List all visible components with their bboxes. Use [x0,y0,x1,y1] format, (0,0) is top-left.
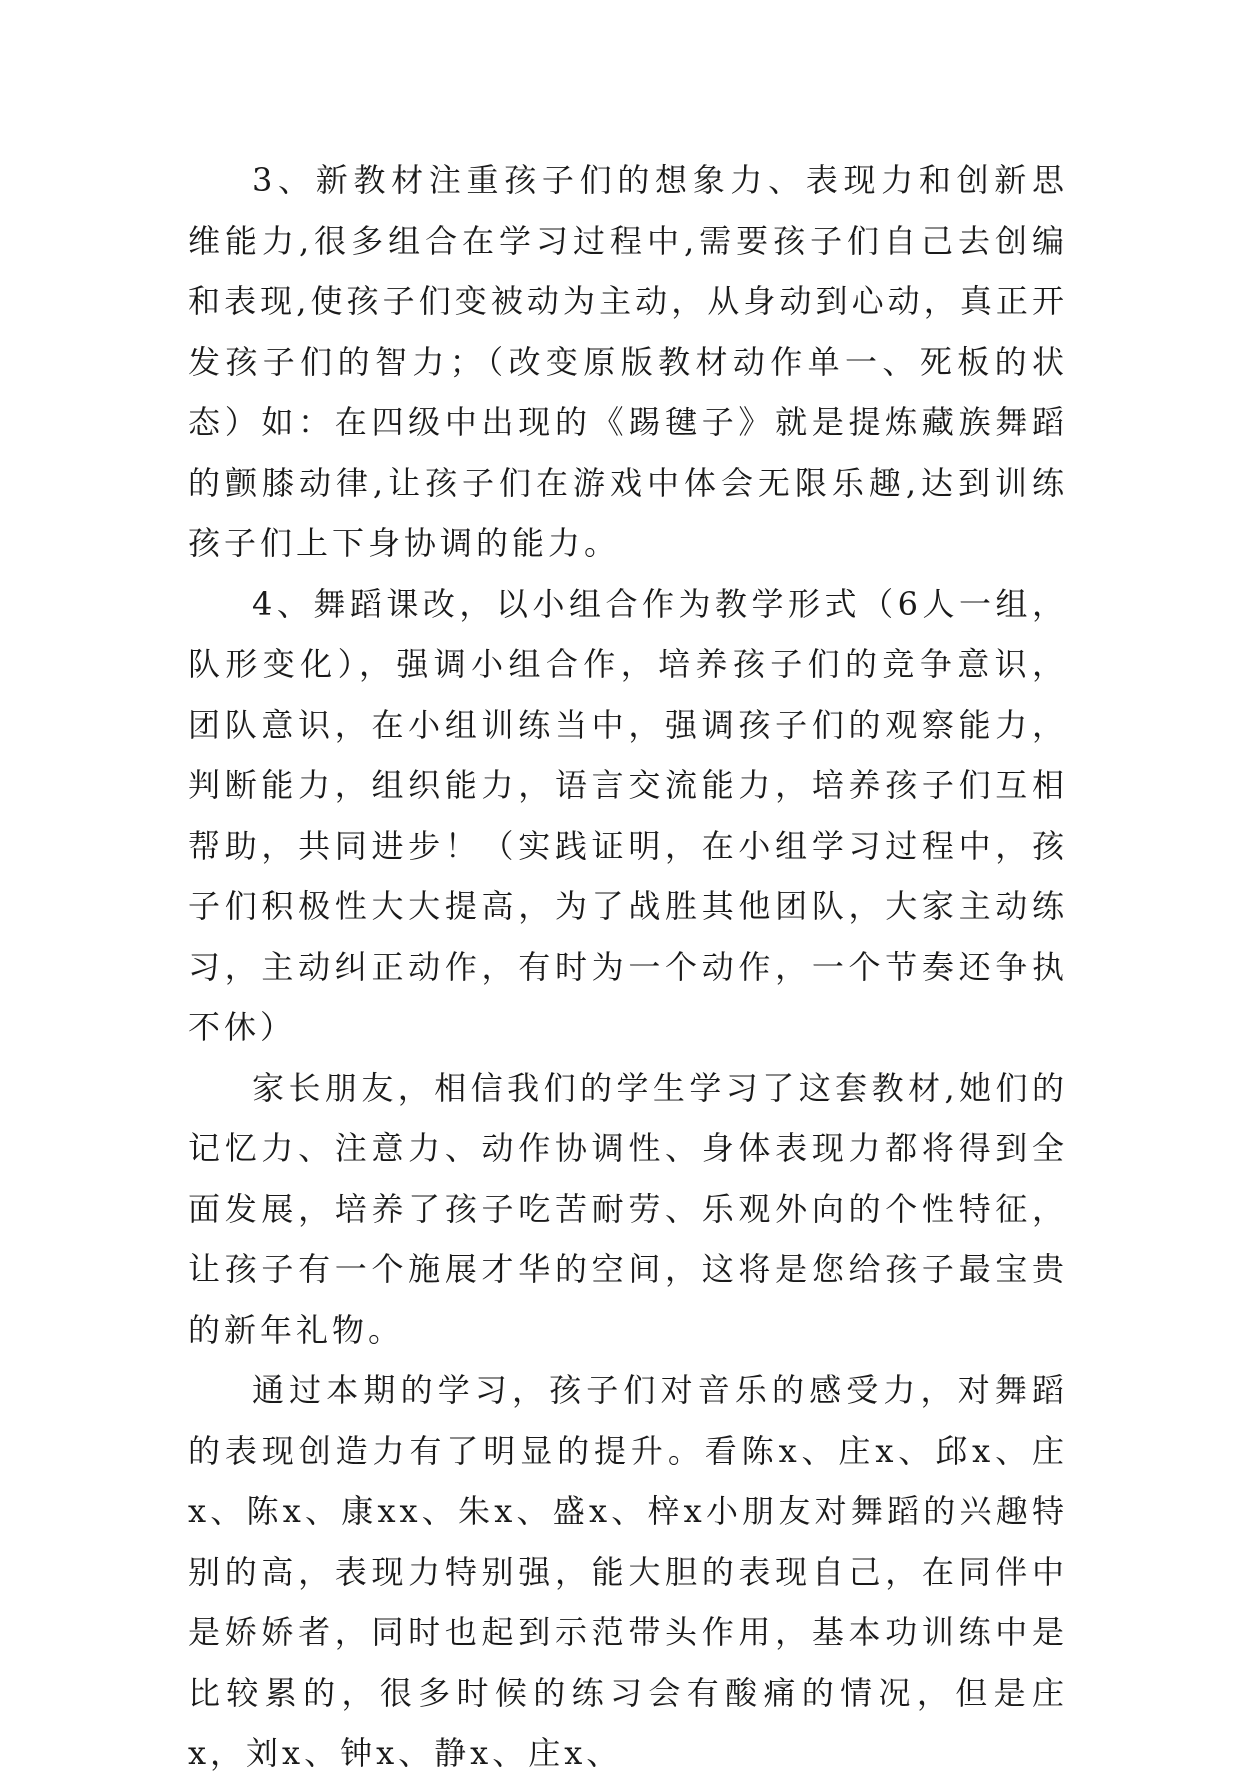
paragraph-1: 3、新教材注重孩子们的想象力、表现力和创新思维能力,很多组合在学习过程中,需要孩子们自己去创编和表现,使孩子们变被动为主动，从身动到心动，真正开发孩子们的智力；（改变原版教材动作单一、死板的状态）如：在四级中出现的《踢毽子》就是提炼藏族舞蹈的颤膝动律,让孩子们在游戏中体会无限乐趣,达到训练孩子们上下身协调的能力。 [188,161,1068,562]
paragraph-3: 家长朋友，相信我们的学生学习了这套教材,她们的记忆力、注意力、动作协调性、身体表现力都将得到全面发展，培养了孩子吃苦耐劳、乐观外向的个性特征，让孩子有一个施展才华的空间，这将是您给孩子最宝贵的新年礼物。 [188,1068,1068,1349]
document-body [188,150,1068,1784]
paragraph-2: 4、舞蹈课改，以小组合作为教学形式（6人一组，队形变化），强调小组合作，培养孩子们的竞争意识，团队意识，在小组训练当中，强调孩子们的观察能力，判断能力，组织能力，语言交流能力，培养孩子们互相帮助，共同进步！（实践证明，在小组学习过程中，孩子们积极性大大提高，为了战胜其他团队，大家主动练习，主动纠正动作，有时为一个动作，一个节奏还争执不休） [188,584,1068,1046]
paragraph-4: 通过本期的学习，孩子们对音乐的感受力，对舞蹈的表现创造力有了明显的提升。看陈x、庄x、邱x、庄x、陈x、康xx、朱x、盛x、梓x小朋友对舞蹈的兴趣特别的高，表现力特别强，能大胆的表现自己，在同伴中是娇娇者，同时也起到示范带头作用，基本功训练中是比较累的，很多时候的练习会有酸痛的情况，但是庄x，刘x、钟x、静x、庄x、 [188,1371,1068,1772]
